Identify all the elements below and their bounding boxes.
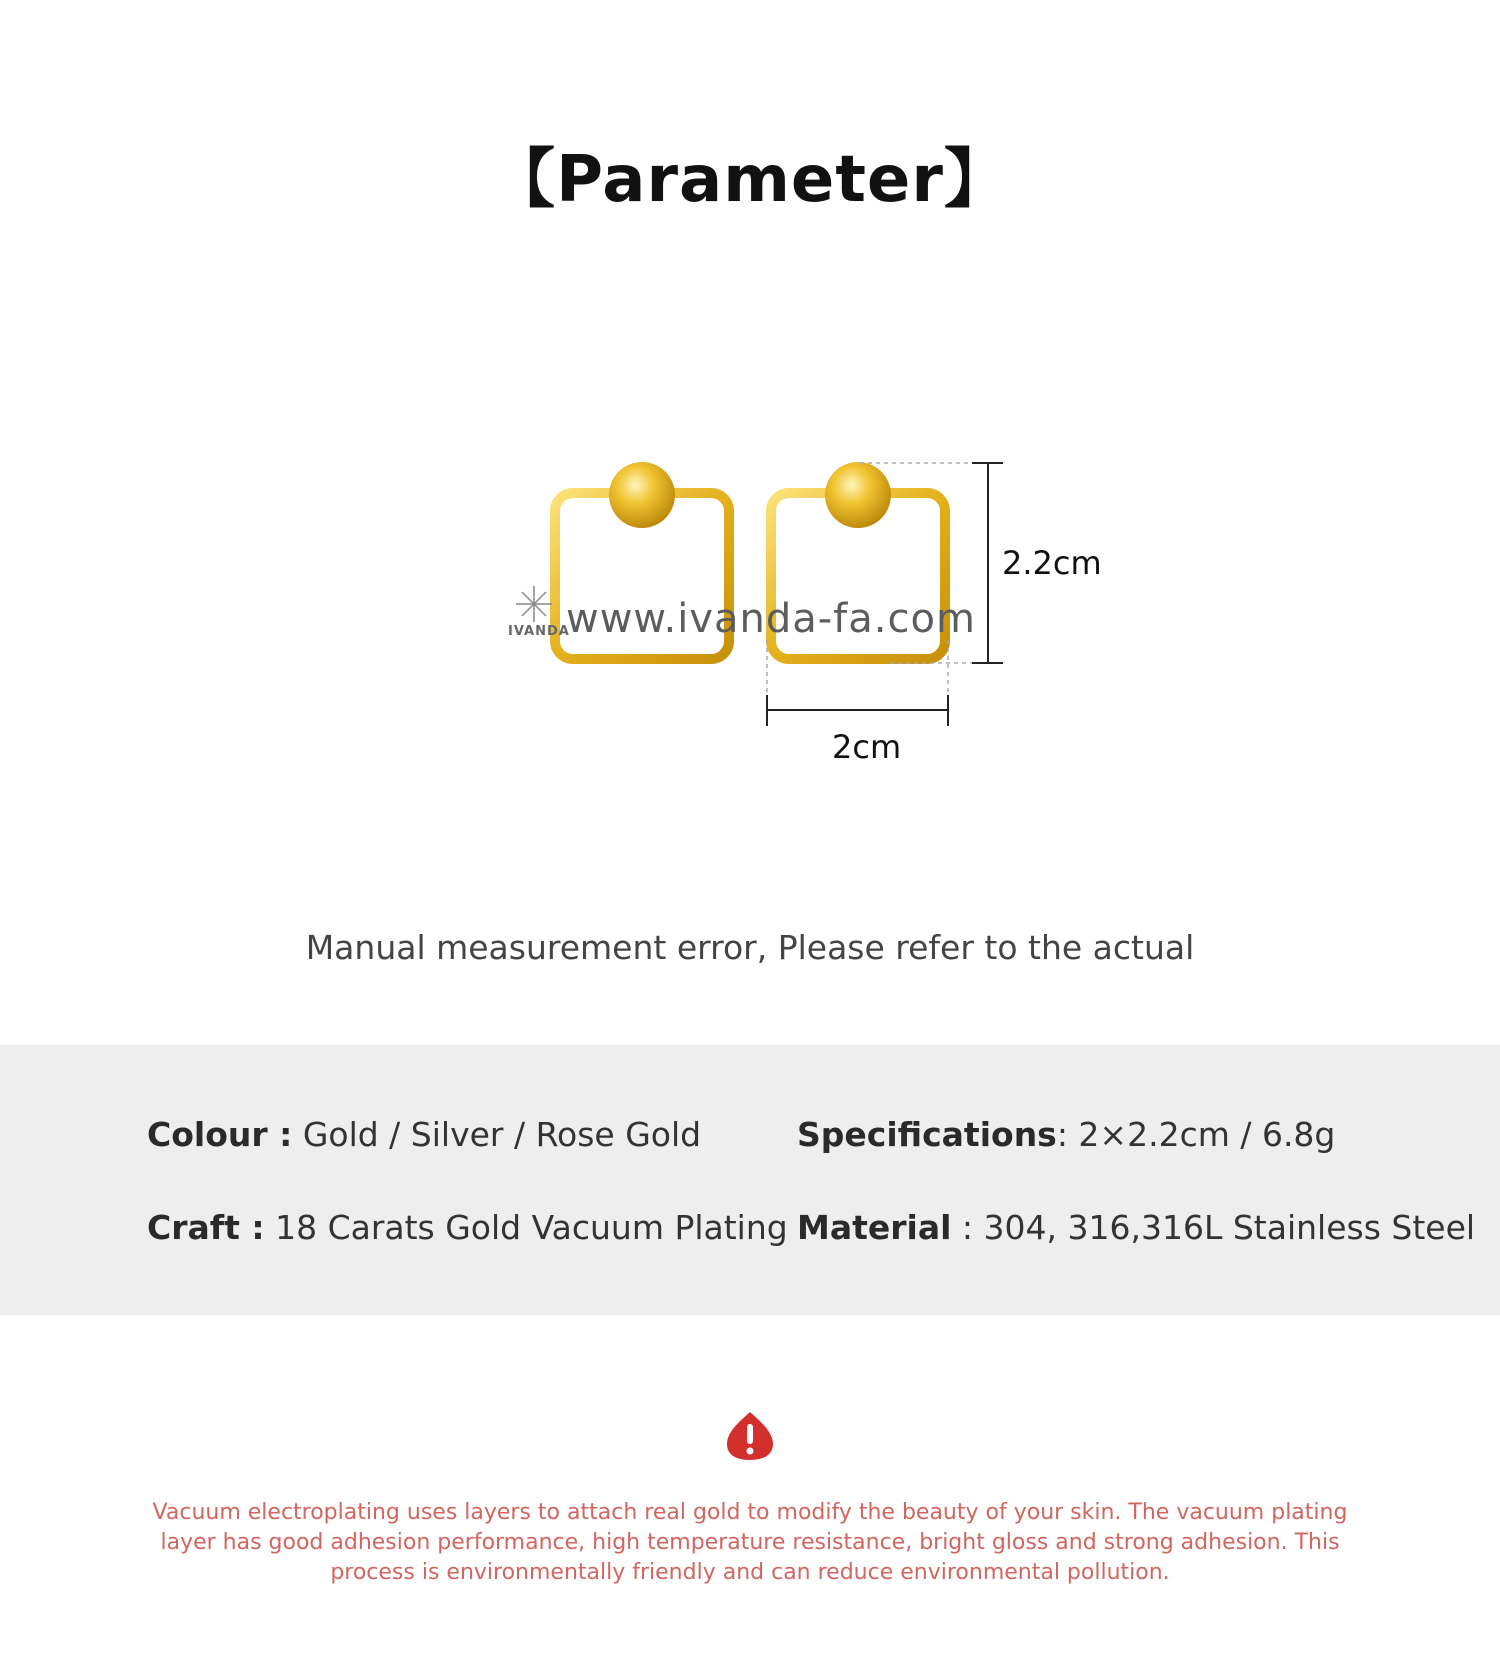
- spec-material-value: : 304, 316,316L Stainless Steel: [951, 1208, 1476, 1247]
- height-dimension-line: [972, 463, 1003, 663]
- height-label: 2.2cm: [1002, 544, 1102, 582]
- spec-colour-value: Gold / Silver / Rose Gold: [292, 1115, 702, 1154]
- watermark: www.ivanda-fa.com: [566, 596, 976, 642]
- spec-craft-key: Craft :: [147, 1208, 265, 1247]
- earring-illustration: [0, 0, 1500, 800]
- page-title: 【Parameter】: [491, 143, 1009, 217]
- plating-warning-text: Vacuum electroplating uses layers to attach real gold to modify the beauty of your skin. The vacuum plating layer has good adhesion performance, high temperature resistance, bright gloss and strong adhesion. This process is environmentally friendly and can reduce environmental pollution.: [152, 1500, 1348, 1585]
- spec-craft-value: 18 Carats Gold Vacuum Plating: [264, 1208, 788, 1247]
- spec-colour: [147, 1115, 701, 1154]
- spec-specifications-value: : 2×2.2cm / 6.8g: [1056, 1115, 1336, 1154]
- specs-panel: [0, 1045, 1500, 1315]
- spec-specifications-key: Specifications: [797, 1115, 1057, 1154]
- spec-material: [797, 1208, 1475, 1247]
- spec-colour-key: Colour :: [147, 1115, 293, 1154]
- measurement-note: Manual measurement error, Please refer to the actual: [305, 928, 1195, 967]
- warning-icon: [725, 1410, 775, 1462]
- width-label: 2cm: [832, 728, 902, 766]
- spec-craft: [147, 1208, 788, 1247]
- brand-star-icon: [516, 586, 552, 622]
- width-dimension-line: [767, 695, 948, 726]
- brand-logo-text: IVANDA: [508, 624, 570, 639]
- spec-material-key: Material: [797, 1208, 952, 1247]
- spec-specifications: [797, 1115, 1335, 1154]
